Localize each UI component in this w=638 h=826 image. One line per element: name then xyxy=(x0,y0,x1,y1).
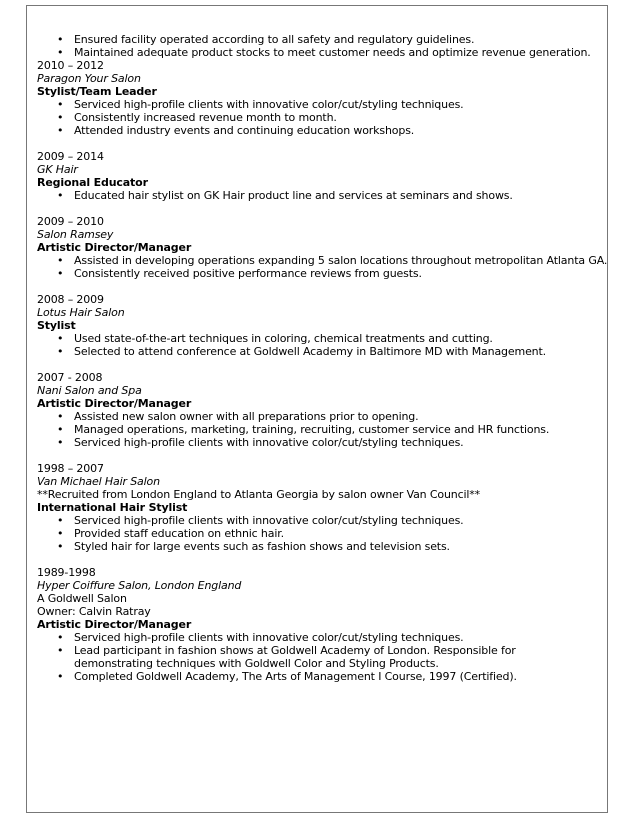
job-bullets xyxy=(37,631,597,683)
list-item: • Completed Goldwell Academy, The Arts of Management I Course, 1997 (Certified). xyxy=(37,670,597,683)
list-item: • Used state-of-the-art techniques in coloring, chemical treatments and cutting. xyxy=(37,332,597,345)
job-note: **Recruited from London England to Atlanta Georgia by salon owner Van Council** xyxy=(37,488,481,501)
job-bullets xyxy=(37,189,597,202)
job-van-michael xyxy=(37,462,597,553)
job-title: Regional Educator xyxy=(37,176,148,189)
list-item: • Maintained adequate product stocks to meet customer needs and optimize revenue generation. xyxy=(37,46,597,59)
list-item: • Serviced high-profile clients with innovative color/cut/styling techniques. xyxy=(37,98,597,111)
resume-experience xyxy=(37,33,608,696)
job-title: Artistic Director/Manager xyxy=(37,241,192,254)
list-item: • Selected to attend conference at Goldwell Academy in Baltimore MD with Management. xyxy=(37,345,597,358)
job-bullets xyxy=(37,410,597,449)
list-item: • Lead participant in fashion shows at Goldwell Academy of London. Responsible for demonstrating techniques with Goldwell Color and Styling Products. xyxy=(37,644,524,670)
list-item: • Serviced high-profile clients with innovative color/cut/styling techniques. xyxy=(37,514,597,527)
list-item: • Ensured facility operated according to all safety and regulatory guidelines. xyxy=(37,33,597,46)
job-title: Stylist xyxy=(37,319,76,332)
job-bullets xyxy=(37,514,597,553)
job-dates: 2009 – 2014 xyxy=(37,150,104,163)
list-item: • Managed operations, marketing, training, recruiting, customer service and HR functions. xyxy=(37,423,597,436)
job-company: Hyper Coiffure Salon, London England xyxy=(37,579,242,592)
prior-job-bullets xyxy=(37,33,597,59)
job-nani xyxy=(37,371,597,449)
job-subline: A Goldwell Salon xyxy=(37,592,127,605)
job-company: GK Hair xyxy=(37,163,78,176)
list-item: • Styled hair for large events such as fashion shows and television sets. xyxy=(37,540,597,553)
job-title: Artistic Director/Manager xyxy=(37,397,192,410)
list-item: • Assisted new salon owner with all preparations prior to opening. xyxy=(37,410,597,423)
list-item: • Educated hair stylist on GK Hair product line and services at seminars and shows. xyxy=(37,189,597,202)
job-bullets xyxy=(37,254,608,280)
job-gk-hair xyxy=(37,150,597,202)
list-item: • Assisted in developing operations expanding 5 salon locations throughout metropolitan Atlanta GA. xyxy=(37,254,597,267)
job-company: Nani Salon and Spa xyxy=(37,384,142,397)
job-company: Paragon Your Salon xyxy=(37,72,141,85)
job-title: Artistic Director/Manager xyxy=(37,618,192,631)
job-dates: 2009 – 2010 xyxy=(37,215,104,228)
job-dates: 2007 - 2008 xyxy=(37,371,103,384)
job-company: Lotus Hair Salon xyxy=(37,306,125,319)
list-item: • Attended industry events and continuing education workshops. xyxy=(37,124,597,137)
job-bullets xyxy=(37,332,597,358)
job-title: Stylist/Team Leader xyxy=(37,85,157,98)
job-dates: 2008 – 2009 xyxy=(37,293,104,306)
job-lotus xyxy=(37,293,597,358)
job-title: International Hair Stylist xyxy=(37,501,188,514)
job-company: Van Michael Hair Salon xyxy=(37,475,160,488)
job-paragon xyxy=(37,59,597,137)
job-owner: Owner: Calvin Ratray xyxy=(37,605,151,618)
job-company: Salon Ramsey xyxy=(37,228,114,241)
job-dates: 1989-1998 xyxy=(37,566,96,579)
list-item: • Serviced high-profile clients with innovative color/cut/styling techniques. xyxy=(37,631,597,644)
list-item: • Serviced high-profile clients with innovative color/cut/styling techniques. xyxy=(37,436,597,449)
job-bullets xyxy=(37,98,597,137)
job-salon-ramsey xyxy=(37,215,608,280)
job-dates: 2010 – 2012 xyxy=(37,59,104,72)
list-item: • Consistently received positive performance reviews from guests. xyxy=(37,267,597,280)
job-hyper-coiffure xyxy=(37,566,597,683)
job-dates: 1998 – 2007 xyxy=(37,462,104,475)
list-item: • Provided staff education on ethnic hair. xyxy=(37,527,597,540)
list-item: • Consistently increased revenue month to month. xyxy=(37,111,597,124)
